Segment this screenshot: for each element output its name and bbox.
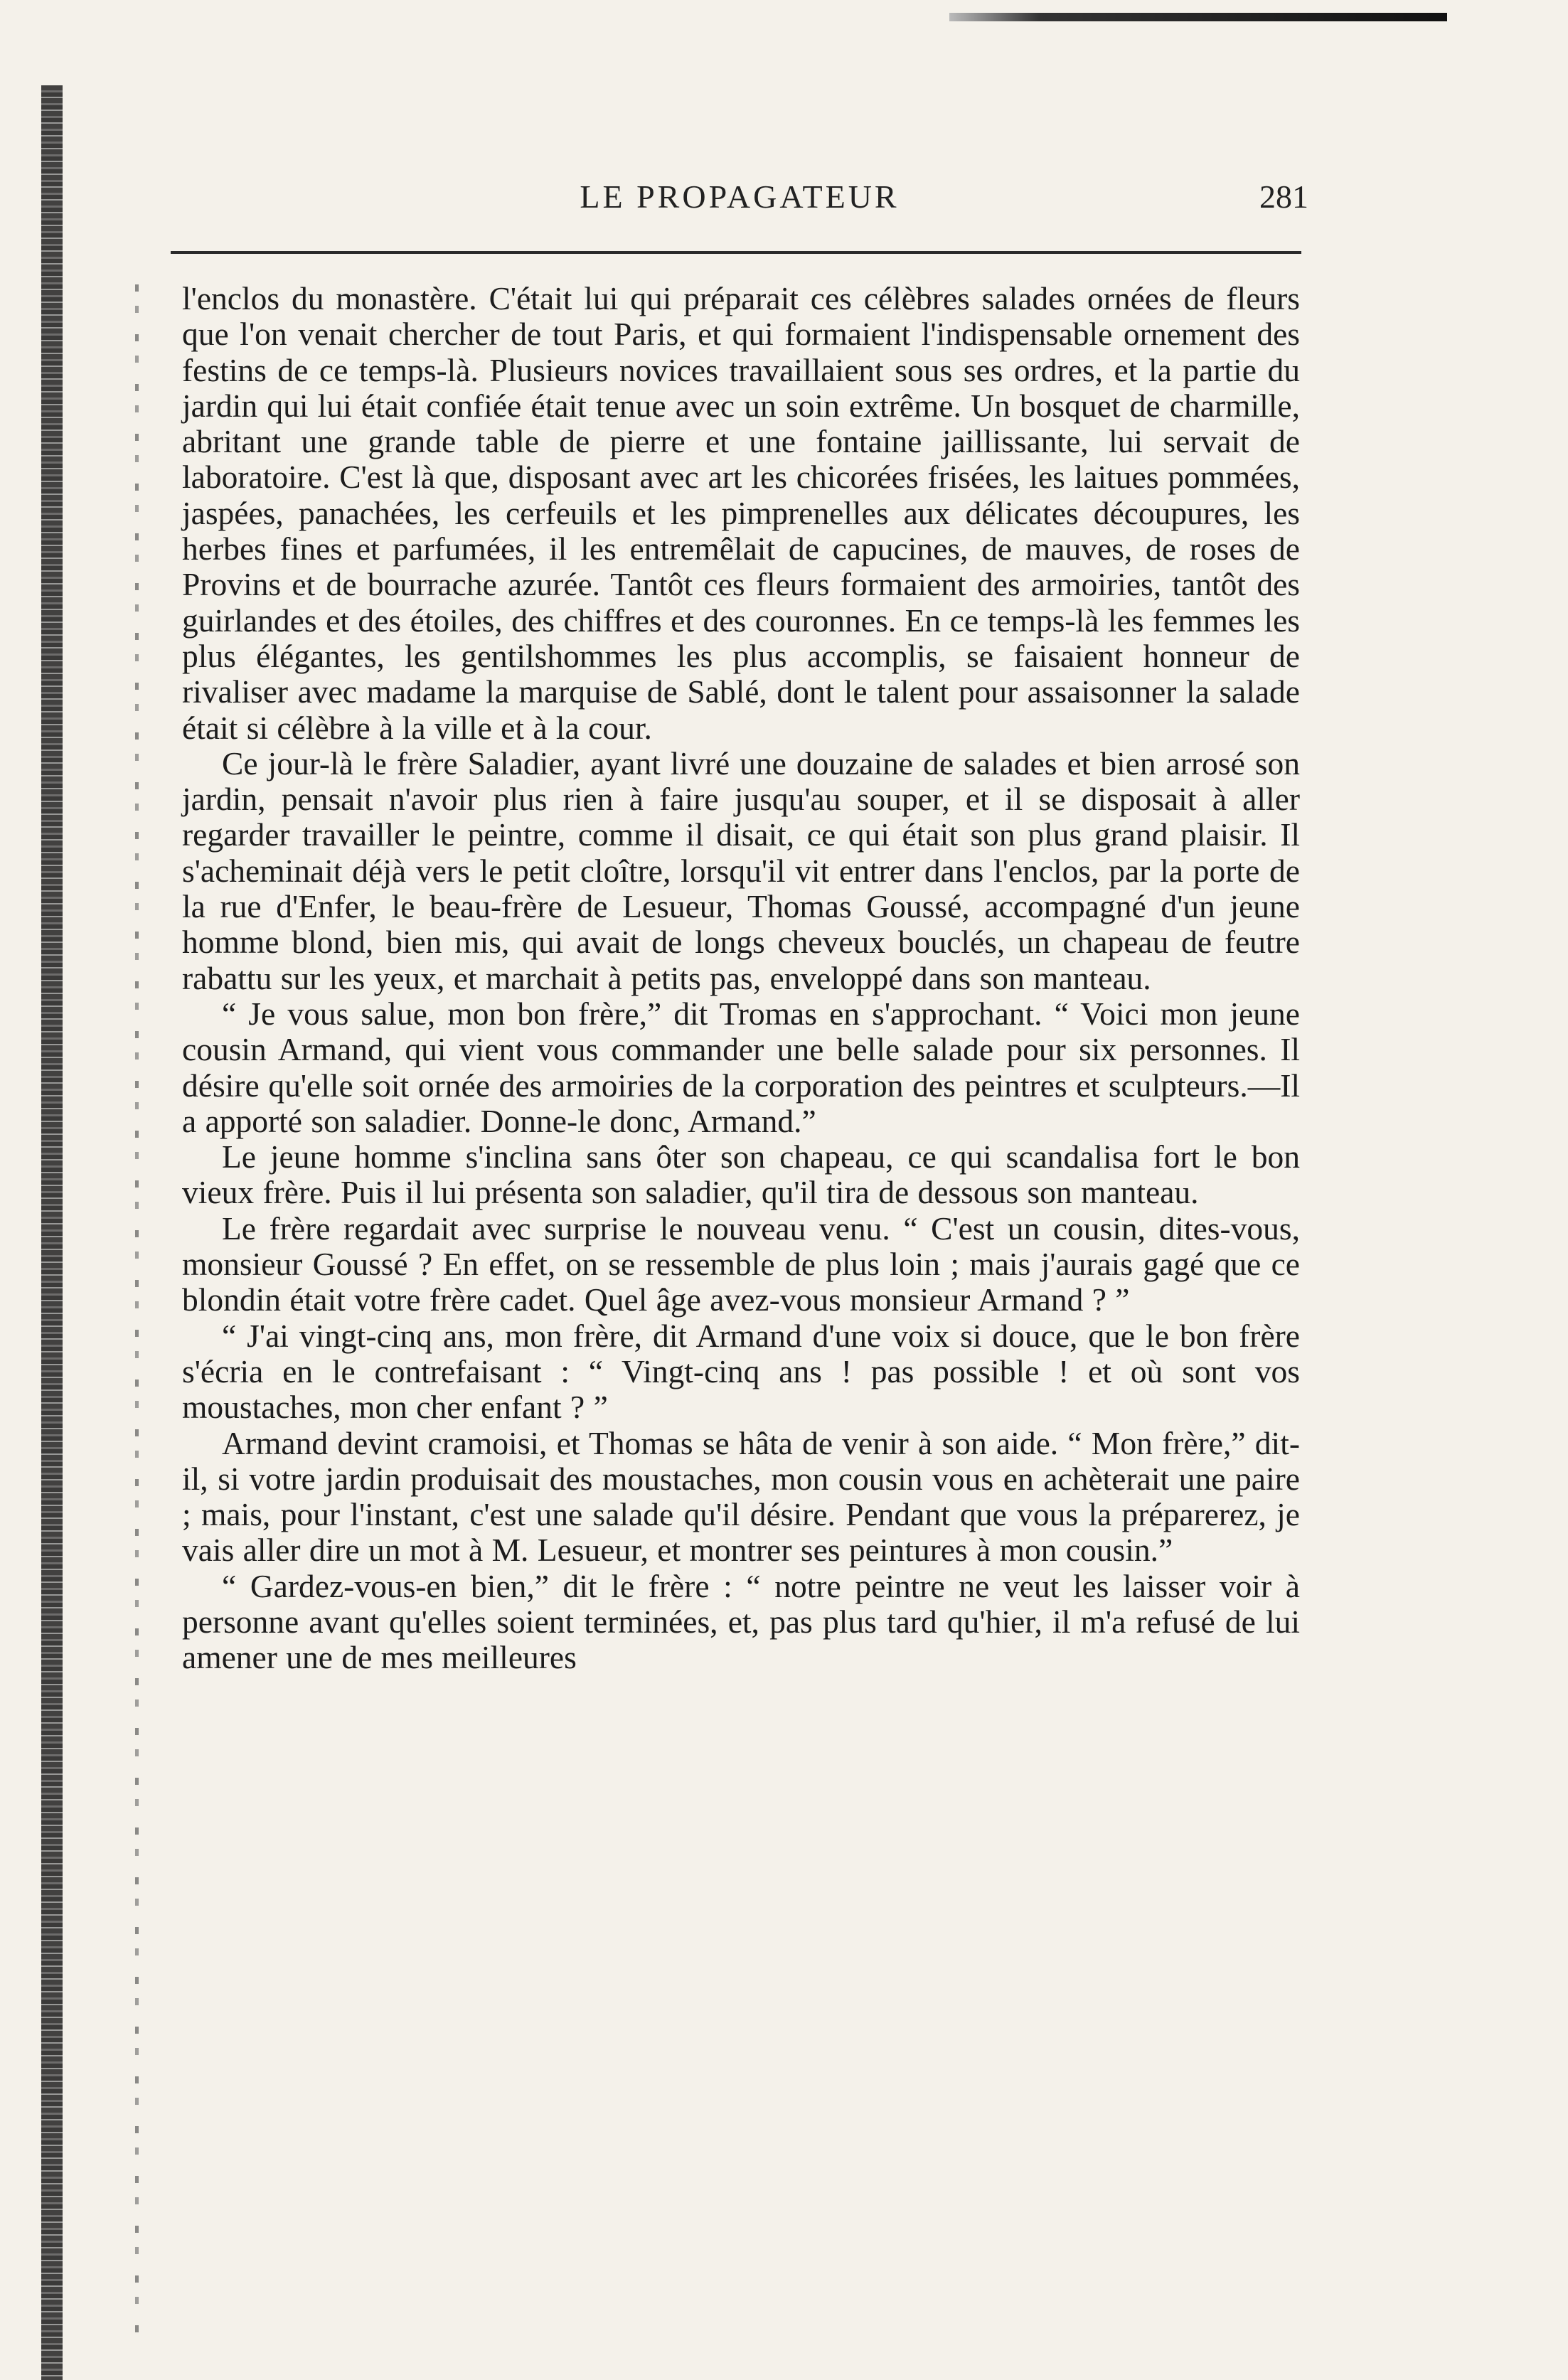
paragraph: “ J'ai vingt-cinq ans, mon frère, dit Armand d'une voix si douce, que le bon frère s'écria en le contrefaisant : “ Vingt-cinq ans ! pas possible ! et où sont vos moustaches, mon cher enfant ? ” (182, 1317, 1300, 1426)
paragraph: “ Gardez-vous-en bien,” dit le frère : “ notre peintre ne veut les laisser voir à personne avant qu'elles soient terminées, et, pas plus tard qu'hier, il m'a refusé de lui amener une de mes meilleures (182, 1567, 1300, 1676)
running-title: LE PROPAGATEUR (580, 178, 900, 215)
binding-shadow (135, 284, 139, 2347)
scan-top-rule (949, 13, 1447, 21)
paragraph: Ce jour-là le frère Saladier, ayant livré une douzaine de salades et bien arrosé son jardin, pensait n'avoir plus rien à faire jusqu'au souper, et il se disposait à aller regarder travailler le peintre, comme il disait, ce qui était son plus grand plaisir. Il s'acheminait déjà vers le petit cloître, lorsqu'il vit entrer dans l'enclos, par la porte de la rue d'Enfer, le beau-frère de Lesueur, Thomas Goussé, accompagné d'un jeune homme blond, bien mis, qui avait de longs cheveux bouclés, un chapeau de feutre rabattu sur les yeux, et marchait à petits pas, enveloppé dans son manteau. (182, 745, 1300, 996)
paragraph: Armand devint cramoisi, et Thomas se hâta de venir à son aide. “ Mon frère,” dit-il, si votre jardin produisait des moustaches, mon cousin vous en achèterait une paire ; mais, pour l'instant, c'est une salade qu'il désire. Pendant que vous la préparerez, je vais aller dire un mot à M. Lesueur, et montrer ses peintures à mon cousin.” (182, 1424, 1300, 1569)
page-number: 281 (1259, 178, 1308, 215)
paragraph: Le jeune homme s'inclina sans ôter son chapeau, ce qui scandalisa fort le bon vieux frère. Puis il lui présenta son saladier, qu'il tira de dessous son manteau. (182, 1138, 1300, 1211)
body-text (182, 281, 1300, 1676)
paragraph: l'enclos du monastère. C'était lui qui préparait ces célèbres salades ornées de fleurs que l'on venait chercher de tout Paris, et qui formaient l'indispensable ornement des festins de ce temps-là. Plusieurs novices travaillaient sous ses ordres, et la partie du jardin qui lui était confiée était tenue avec un soin extrême. Un bosquet de charmille, abritant une grande table de pierre et une fontaine jaillissante, lui servait de laboratoire. C'est là que, disposant avec art les chicorées frisées, les laitues pommées, jaspées, panachées, les cerfeuils et les pimprenelles aux délicates découpures, les herbes fines et parfumées, il les entremêlait de capucines, de mauves, de roses de Provins et de bourrache azurée. Tantôt ces fleurs formaient des armoiries, tantôt des guirlandes et des étoiles, des chiffres et des couronnes. En ce temps-là les femmes les plus élégantes, les gentilshommes les plus accomplis, se faisaient honneur de rivaliser avec madame la marquise de Sablé, dont le talent pour assaisonner la salade était si célèbre à la ville et à la cour. (182, 280, 1300, 746)
paragraph: “ Je vous salue, mon bon frère,” dit Tromas en s'approchant. “ Voici mon jeune cousin Armand, qui vient vous commander une belle salade pour six personnes. Il désire qu'elle soit ornée des armoiries de la corporation des peintres et sculpteurs.—Il a apporté son saladier. Donne-le donc, Armand.” (182, 995, 1300, 1139)
binding-edge (41, 85, 63, 2380)
page-header (171, 178, 1308, 220)
paragraph: Le frère regardait avec surprise le nouveau venu. “ C'est un cousin, dites-vous, monsieur Goussé ? En effet, on se ressemble de plus loin ; mais j'aurais gagé que ce blondin était votre frère cadet. Quel âge avez-vous monsieur Armand ? ” (182, 1210, 1300, 1318)
header-rule (171, 251, 1301, 254)
